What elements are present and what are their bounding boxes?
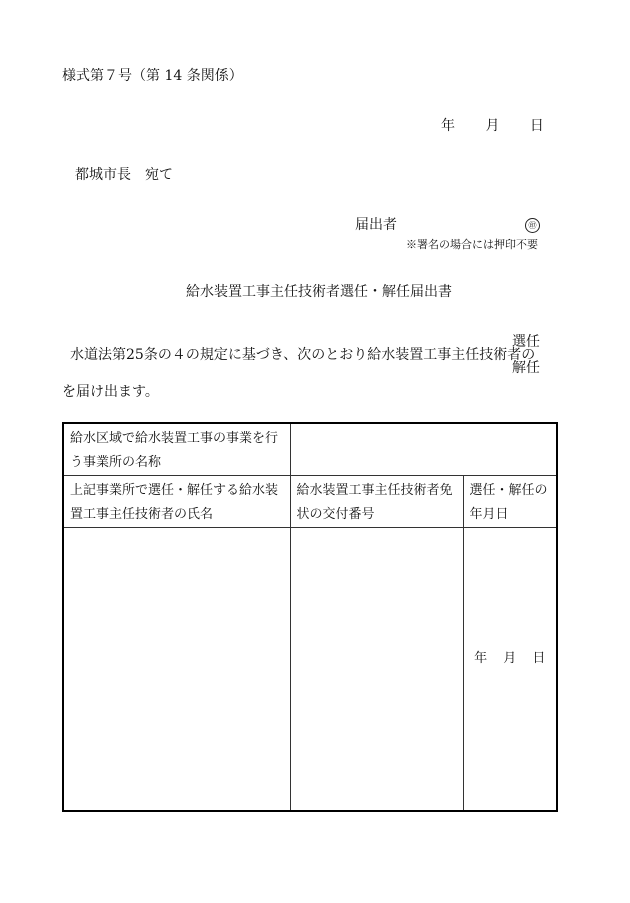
office-name-value[interactable] — [290, 423, 557, 476]
office-row — [63, 423, 557, 476]
cell-date-year: 年 — [474, 651, 488, 666]
technician-name-cell[interactable] — [63, 528, 290, 811]
entry-row — [63, 528, 557, 811]
cell-date-month: 月 — [503, 651, 517, 666]
document-title: 給水装置工事主任技術者選任・解任届出書 — [186, 284, 452, 300]
form-table — [62, 422, 558, 812]
appointment-date — [470, 652, 551, 665]
cell-date-day: 日 — [532, 651, 546, 666]
office-name-label: 給水区域で給水装置工事の事業を行う事業所の名称 — [63, 423, 290, 476]
date-month: 月 — [485, 118, 500, 134]
body-text-end: を届け出ます。 — [62, 384, 159, 400]
body-text: 水道法第25条の４の規定に基づき、次のとおり給水装置工事主任技術者の — [70, 347, 536, 363]
option-select: 選任 — [512, 334, 540, 350]
seal-icon: ㊞ — [525, 218, 540, 233]
addressee: 都城市長 宛て — [75, 167, 173, 183]
col-date-header: 選任・解任の年月日 — [463, 476, 557, 528]
col-name-header: 上記事業所で選任・解任する給水装置工事主任技術者の氏名 — [63, 476, 290, 528]
seal-note: ※署名の場合には押印不要 — [406, 238, 538, 251]
notifier-label: 届出者 — [355, 217, 397, 233]
col-license-header: 給水装置工事主任技術者免状の交付番号 — [290, 476, 463, 528]
date-day: 日 — [529, 118, 544, 134]
license-number-cell[interactable] — [290, 528, 463, 811]
form-number: 様式第７号（第 14 条関係） — [62, 68, 243, 84]
appointment-date-cell[interactable] — [463, 528, 557, 811]
header-date — [441, 119, 544, 133]
option-dismiss: 解任 — [512, 360, 540, 376]
header-row — [63, 476, 557, 528]
date-year: 年 — [441, 118, 455, 134]
